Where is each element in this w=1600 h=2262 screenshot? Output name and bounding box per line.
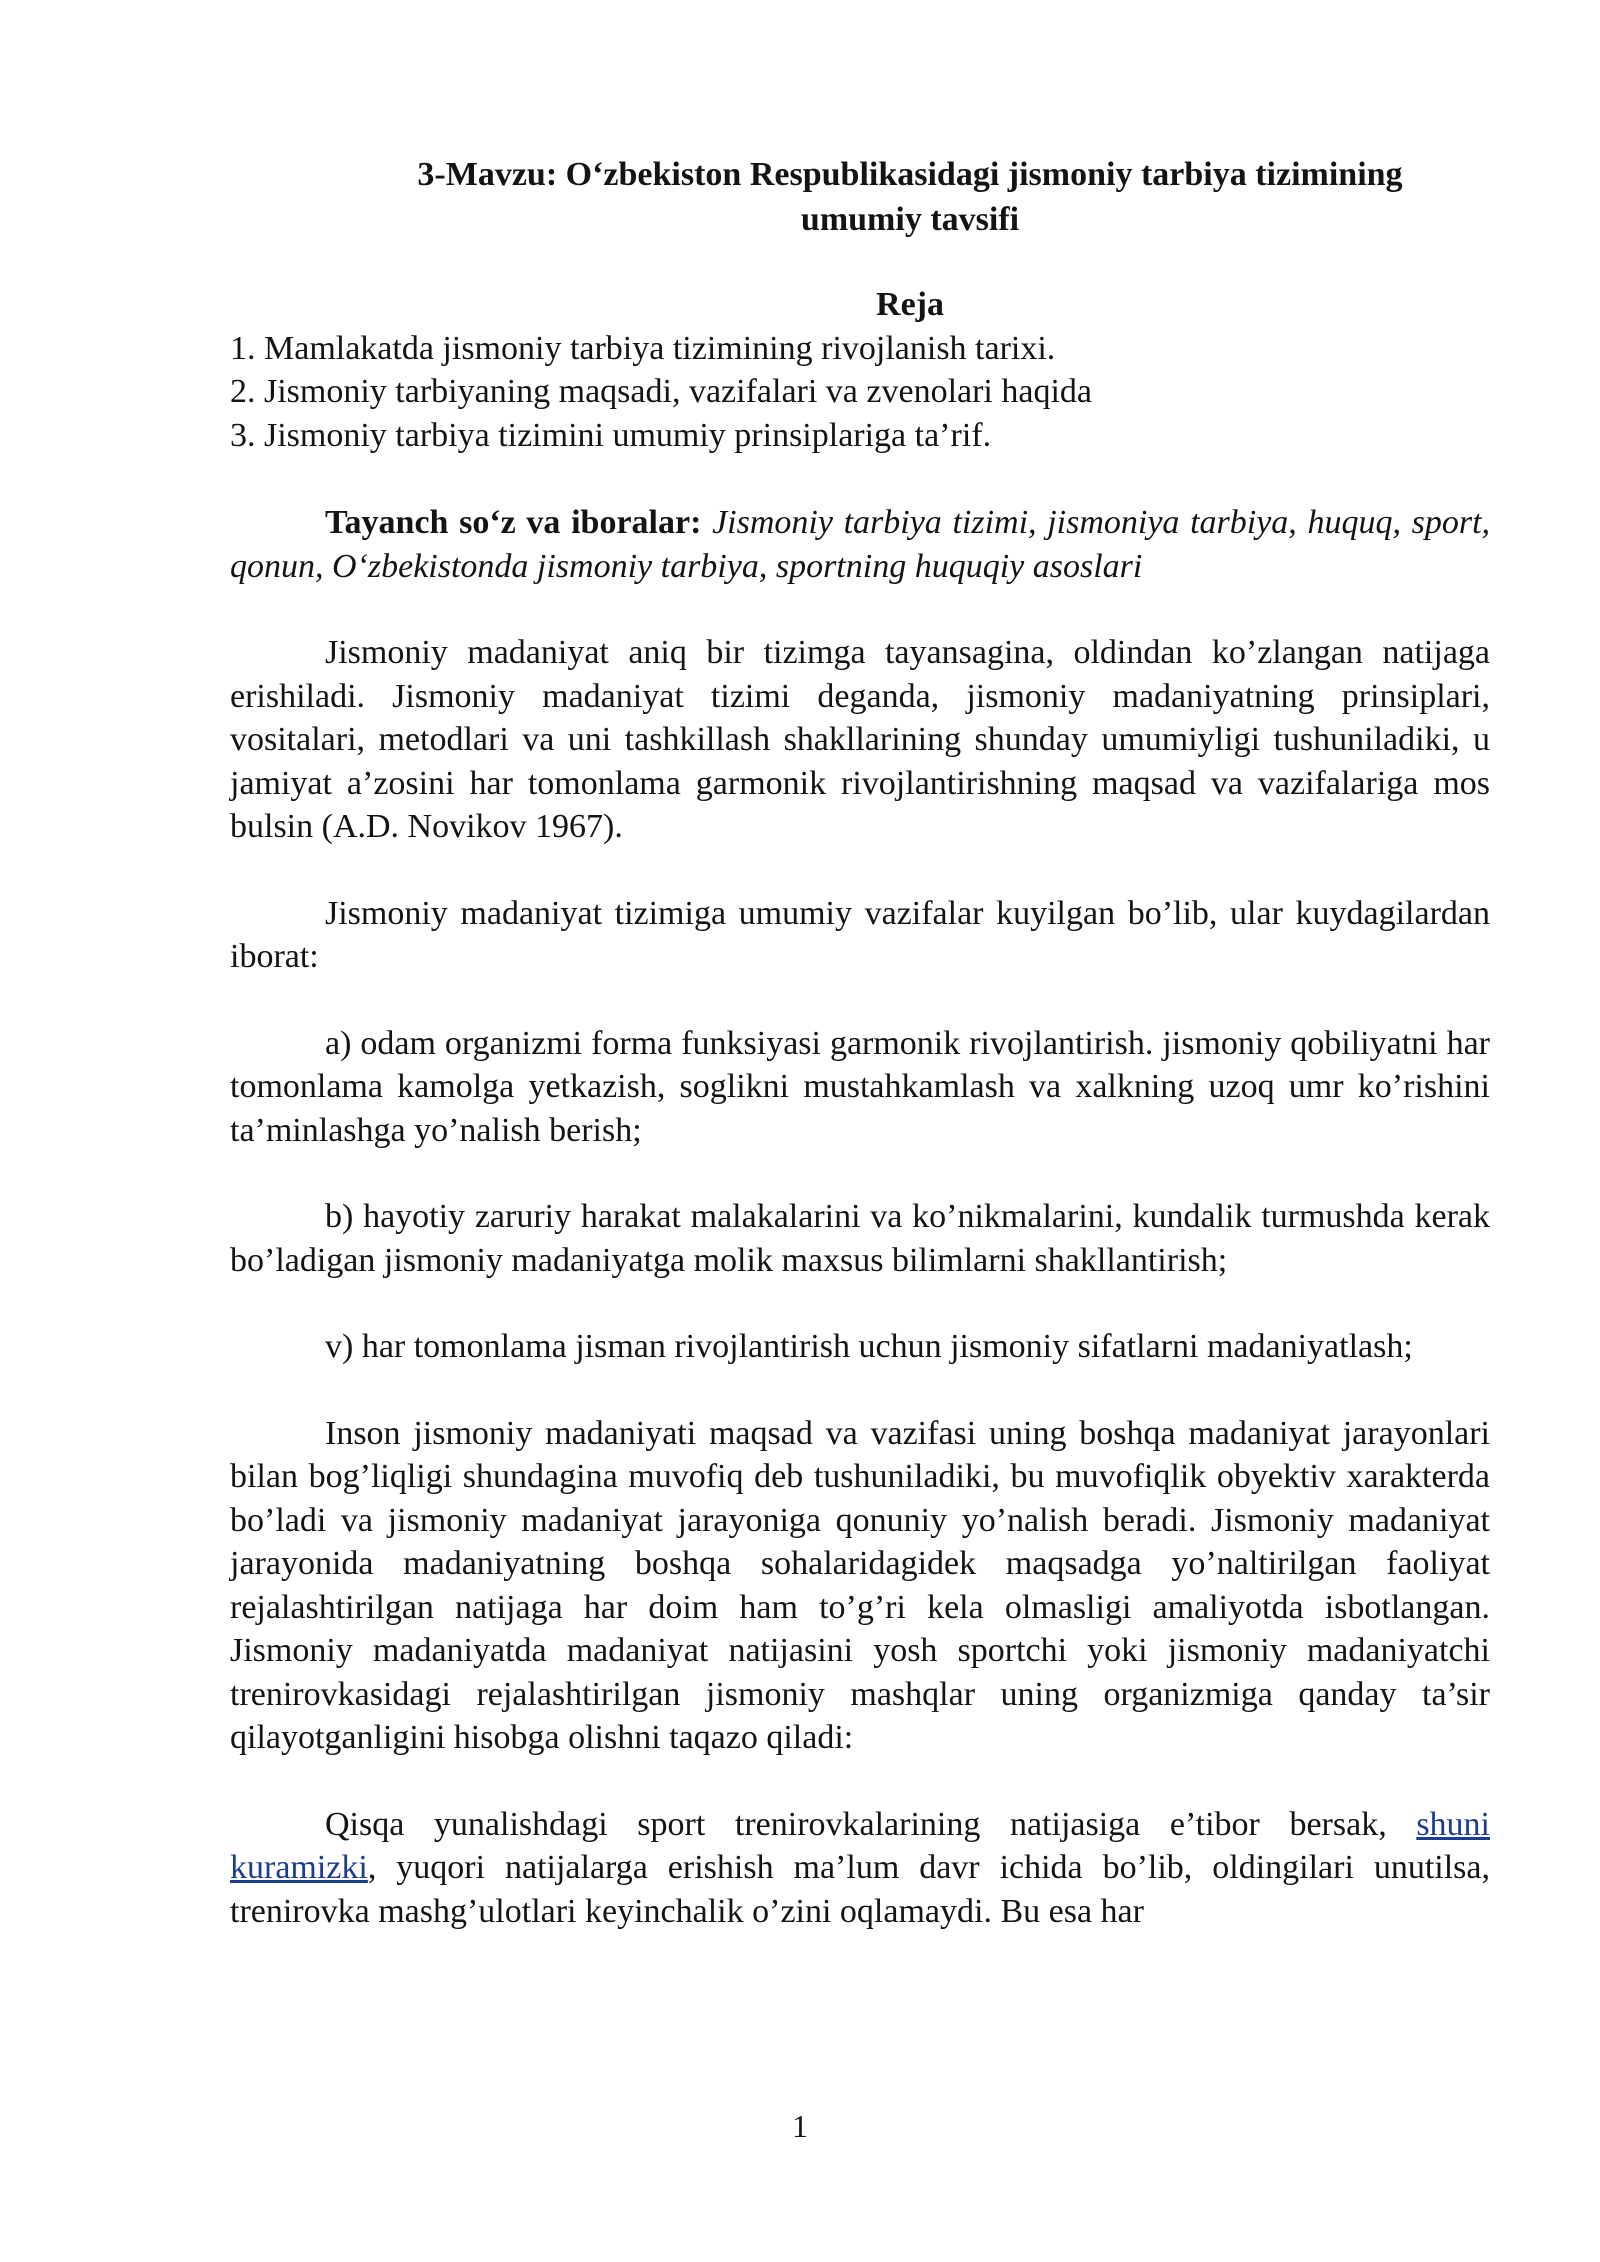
title-line-2: umumiy tavsifi xyxy=(800,201,1020,238)
plan-item-3: 3. Jismoniy tarbiya tizimini umumiy prinsiplariga ta’rif. xyxy=(230,416,992,454)
paragraph-7-end: , yuqori natijalarga erishish ma’lum davr ichida bo’lib, oldingilari unutilsa, trenirovka mashg’ulotlari keyinchalik o’zini oqlamaydi. Bu esa har xyxy=(230,1849,1490,1930)
paragraph-7 xyxy=(230,1803,1490,1934)
title-line-1: 3-Mavzu: O‘zbekiston Respublikasidagi jismoniy tarbiya tizimining xyxy=(417,156,1403,193)
page-number: 1 xyxy=(792,2108,808,2144)
paragraph-4: b) hayotiy zaruriy harakat malakalarini va ko’nikmalarini, kundalik turmushda kerak bo’ladigan jismoniy madaniyatga molik maxsus bilimlarni shakllantirish; xyxy=(230,1198,1490,1279)
paragraph-6: Inson jismoniy madaniyati maqsad va vazifasi uning boshqa madaniyat jarayonlari bilan bog’liqligi shundagina muvofiq deb tushuniladiki, bu muvofiqlik obyektiv xarakterda bo’ladi va jismoniy madaniyat jarayoniga qonuniy yo’nalish beradi. Jismoniy madaniyat jarayonida madaniyatning boshqa sohalaridagidek maqsadga yo’naltirilgan faoliyat rejalashtirilgan natijaga har doim ham to’g’ri kela olmasligi amaliyotda isbotlangan. Jismoniy madaniyatda madaniyat natijasini yosh sportchi yoki jismoniy madaniyatchi trenirovkasidagi rejalashtirilgan jismoniy mashqlar uning organizmiga qanday ta’sir qilayotganligini hisobga olishni taqazo qiladi: xyxy=(230,1414,1490,1756)
paragraph-3: a) odam organizmi forma funksiyasi garmonik rivojlantirish. jismoniy qobiliyatni har tomonlama kamolga yetkazish, soglikni mustahkamlash va xalkning uzoq umr ko’rishini ta’minlashga yo’nalish berish; xyxy=(230,1024,1490,1149)
paragraph-5: v) har tomonlama jisman rivojlantirish uchun jismoniy sifatlarni madaniyatlash; xyxy=(325,1328,1413,1365)
plan-list xyxy=(230,327,1490,458)
paragraph-7-start: Qisqa yunalishdagi sport trenirovkalarining natijasiga e’tibor bersak, xyxy=(325,1805,1417,1843)
page-content xyxy=(230,152,1490,1933)
document-title xyxy=(230,152,1490,242)
keywords-text: Jismoniy tarbiya tizimi, jismoniya tarbiya, huquq, sport, qonun, O‘zbekistonda jismoniy tarbiya, sportning huquqiy asoslari xyxy=(230,504,1491,585)
keywords-label: Tayanch so‘z va iboralar: xyxy=(325,504,702,541)
keywords-paragraph xyxy=(230,501,1490,588)
paragraph-2: Jismoniy madaniyat tizimiga umumiy vazifalar kuyilgan bo’lib, ular kuydagilardan iborat: xyxy=(230,894,1490,975)
shuni-kuramizki-link[interactable]: shuni kuramizki xyxy=(230,1805,1490,1886)
paragraph-1: Jismoniy madaniyat aniq bir tizimga tayansagina, oldindan ko’zlangan natijaga erishiladi. Jismoniy madaniyat tizimi deganda, jismoniy madaniyatning prinsiplari, vositalari, metodlari va uni tashkillash shakllarining shunday umumiyligi tushuniladiki, u jamiyat a’zosini har tomonlama garmonik rivojlantirishning maqsad va vazifalariga mos bulsin (A.D. Novikov 1967). xyxy=(230,634,1490,845)
plan-heading: Reja xyxy=(876,286,944,323)
plan-item-2: 2. Jismoniy tarbiyaning maqsadi, vazifalari va zvenolari haqida xyxy=(230,373,1093,410)
plan-item-1: 1. Mamlakatda jismoniy tarbiya tizimining rivojlanish tarixi. xyxy=(230,329,1056,367)
